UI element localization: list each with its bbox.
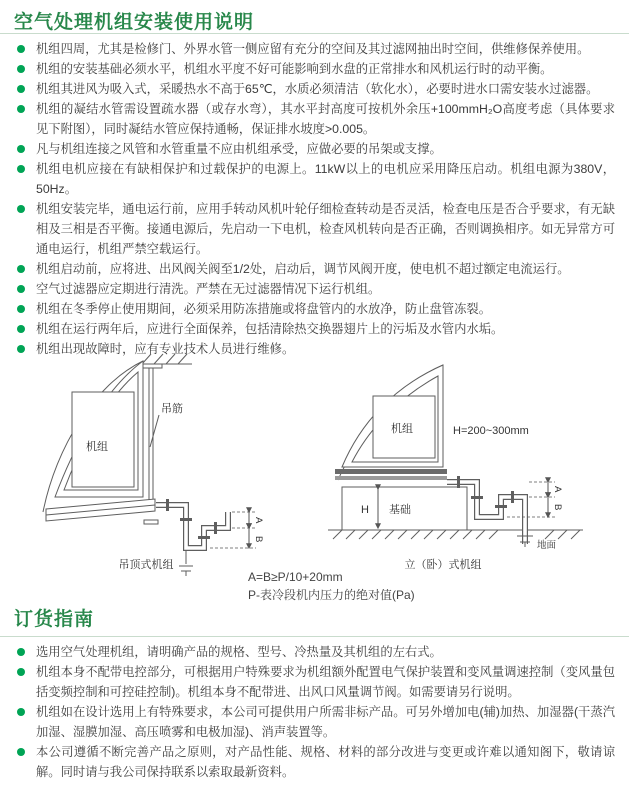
ground-hatch: [328, 530, 583, 539]
order-note-item: 本公司遵循不断完善产品之原则，对产品性能、规格、材料的部分改进与变更或许难以通知阁下，敬请谅解。同时请与我公司保持联系以索取最新资料。: [14, 742, 615, 782]
hanger-label: 吊筋: [161, 403, 183, 415]
height-note: H=200~300mm: [453, 425, 529, 437]
unit-body: [338, 365, 443, 480]
install-note-item: 机组的安装基础必须水平，机组水平度不好可能影响到水盘的正常排水和风机运行时的动平衡。: [14, 59, 615, 79]
dim-a-label: A: [552, 486, 563, 493]
installation-notes-list: [14, 39, 615, 359]
install-note-item: 机组四周，尤其是检修门、外界水管一侧应留有充分的空间及其过滤网抽出时空间，供维修保养使用。: [14, 39, 615, 59]
left-diagram-caption: 吊顶式机组: [118, 559, 174, 571]
foundation: [342, 487, 467, 530]
install-note-item: 机组安装完毕，通电运行前，应用手转动风机叶轮仔细检查转动是否灵活，检查电压是否合乎要求，有无缺相及三相是否平衡。接通电源后，先启动一下电机，检查风机转向是否正确，否则调换相序。如无异常方可通电运行，机组严禁空载运行。: [14, 199, 615, 259]
order-note-item: 机组如在设计选用上有特殊要求，本公司可提供用户所需非标产品。可另外增加电(辅)加热、加湿器(干蒸汽加湿、湿膜加湿、高压喷雾和电极加湿)、消声装置等。: [14, 702, 615, 742]
ceiling-hatch: [138, 354, 192, 364]
unit-label: 机组: [86, 441, 108, 453]
dim-b-label: B: [253, 536, 264, 543]
unit-body: [43, 361, 143, 512]
install-note-item: 凡与机组连接之风管和水管重量不应由机组承受，应做必要的吊架或支撑。: [14, 139, 615, 159]
bottom-rail: [46, 499, 155, 521]
floor-unit-diagram: [325, 352, 625, 597]
dim-a-label: A: [253, 517, 264, 524]
order-note-item: 机组本身不配带电控部分，可根据用户特殊要求为机组额外配置电气保护装置和变风量调速控制（变风量包括变频控制和可控硅控制)。机组本身不配带进、出风口风量调节阀。如需要请另行说明。: [14, 662, 615, 702]
formula-line2: P-表冷段机内压力的绝对值(Pa): [248, 588, 415, 602]
install-note-item: 机组启动前，应将进、出风阀关阀至1/2处，启动后，调节风阀开度，使电机不超过额定电流运行。: [14, 259, 615, 279]
ground-label: 地面: [537, 540, 557, 551]
install-note-item: 机组其进风为吸入式，采暖热水不高于65℃，水质必须清洁（软化水），必要时进水口需安装水过滤器。: [14, 79, 615, 99]
page-title: 空气处理机组安装使用说明: [14, 12, 255, 33]
install-note-item: 空气过滤器应定期进行清洗。严禁在无过滤器情况下运行机组。: [14, 279, 615, 299]
hanger-leader-line: [150, 415, 159, 447]
ordering-guide-title: 订货指南: [14, 609, 95, 630]
ordering-guide-list: [14, 642, 615, 782]
dim-h-label: H: [361, 504, 369, 516]
ceiling-unit-diagram: [28, 352, 328, 582]
base-rails: [335, 469, 447, 480]
foundation-label: 基础: [389, 504, 411, 516]
dim-b-label: B: [552, 504, 563, 511]
install-note-item: 机组电机应接在有缺相保护和过载保护的电源上。11kW以上的电机应采用降压启动。机组电源为380V，50Hz。: [14, 159, 615, 199]
formula-line1: A=B≥P/10+20mm: [248, 570, 343, 584]
install-note-item: 机组在冬季停止使用期间，必须采用防冻措施或将盘管内的水放净，防止盘管冻裂。: [14, 299, 615, 319]
unit-label: 机组: [391, 423, 413, 435]
order-note-item: 选用空气处理机组，请明确产品的规格、型号、冷热量及其机组的左右式。: [14, 642, 615, 662]
right-diagram-caption: 立（卧）式机组: [404, 559, 482, 571]
install-note-item: 机组的凝结水管需设置疏水器（或存水弯），其水平封高度可按机外余压+100mmH₂O高度考虑（具体要求见下附图），同时凝结水管应保持通畅，保证排水坡度>0.005。: [14, 99, 615, 139]
formula-notes: [248, 568, 588, 604]
title-divider: [0, 33, 629, 34]
install-note-item: 机组在运行两年后，应进行全面保养，包括清除热交换器翅片上的污垢及水管内水垢。: [14, 319, 615, 339]
install-note-item: 机组出现故障时，应有专业技术人员进行维修。: [14, 339, 615, 359]
ordering-guide-divider: [0, 636, 629, 637]
